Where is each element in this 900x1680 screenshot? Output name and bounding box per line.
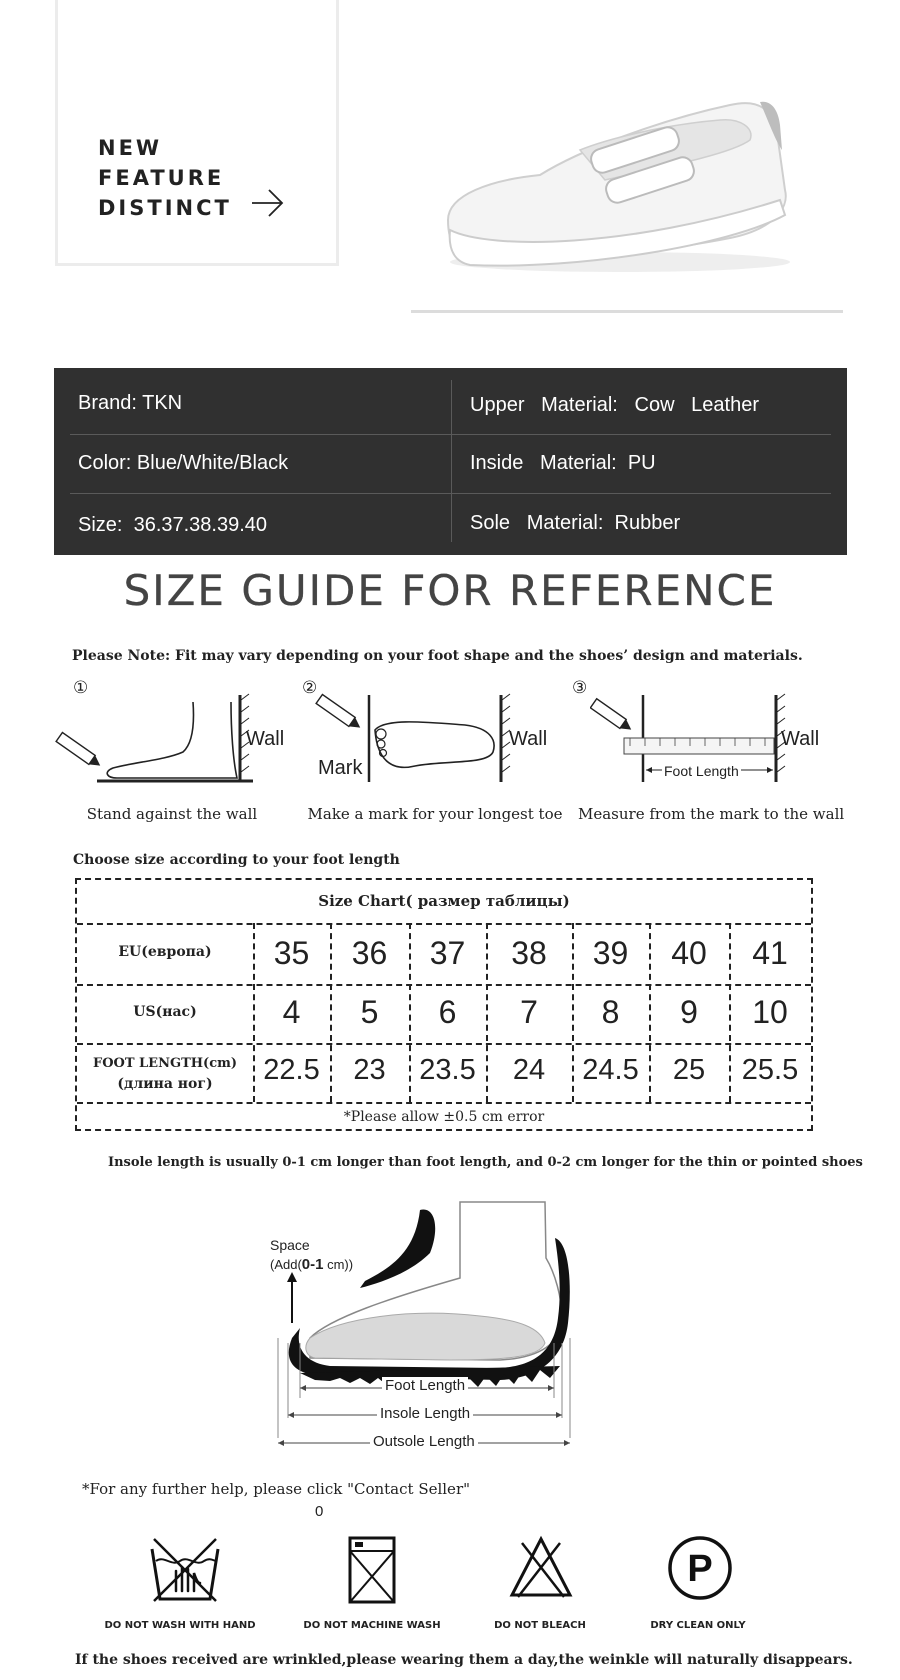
spec-brand: Brand: TKN (78, 392, 183, 414)
eu-size: 40 (671, 935, 707, 971)
add-space-label (270, 1256, 353, 1273)
outsole-length-label: Outsole Length (370, 1433, 478, 1450)
foot-against-wall-illustration (55, 690, 255, 790)
eu-size: 37 (429, 935, 466, 971)
hero-divider (411, 310, 843, 313)
us-size: 7 (520, 994, 538, 1030)
row-label-eu: EU(европа) (118, 944, 212, 960)
fit-note: Please Note: Fit may vary depending on your foot shape and the shoes’ design and materials. (72, 648, 803, 664)
step-3-caption: Measure from the mark to the wall (578, 805, 845, 823)
us-size: 6 (438, 994, 457, 1030)
spec-divider-2 (70, 493, 831, 494)
no-bleach-label: DO NOT BLEACH (494, 1620, 586, 1631)
wrinkle-note: If the shoes received are wrinkled,please wearing them a day,the weinkle will naturally disappears. (75, 1652, 853, 1668)
dry-clean-only-icon (667, 1535, 733, 1601)
foot-length-value: 23.5 (419, 1054, 476, 1086)
add-value: 0-1 (301, 1256, 324, 1273)
foot-length-value: 23 (353, 1054, 386, 1086)
no-bleach-icon (508, 1535, 574, 1601)
eu-size: 36 (351, 935, 388, 971)
foot-length-value: 25 (672, 1054, 706, 1086)
step-2-wall-label: Wall (509, 728, 548, 750)
no-hand-wash-icon (148, 1535, 222, 1605)
feature-box (55, 0, 339, 266)
foot-length-value: 22.5 (263, 1054, 320, 1086)
foot-length-value: 24.5 (582, 1054, 639, 1086)
spec-color: Color: Blue/White/Black (78, 452, 289, 474)
space-label: Space (270, 1237, 310, 1253)
feature-line-distinct: DISTINCT (98, 196, 232, 220)
insole-length-label: Insole Length (377, 1405, 473, 1422)
eu-size: 41 (752, 935, 788, 971)
spec-size: Size: 36.37.38.39.40 (78, 514, 268, 536)
spec-sole-material: Sole Material: Rubber (470, 512, 681, 534)
step-3-number: ③ (572, 678, 588, 698)
row-label-foot-length: FOOT LENGTH(cm) (92, 1056, 238, 1071)
us-size: 9 (680, 994, 698, 1030)
chart-line-h2 (77, 984, 811, 986)
foot-length-label: Foot Length (382, 1377, 468, 1394)
arrow-right-icon (251, 186, 285, 220)
step-3-wall-label: Wall (781, 728, 820, 750)
zero-text: 0 (315, 1503, 324, 1520)
no-hand-wash-label: DO NOT WASH WITH HAND (104, 1620, 256, 1631)
us-size: 5 (360, 994, 379, 1030)
eu-size: 38 (511, 935, 547, 971)
step-2-caption: Make a mark for your longest toe (307, 805, 563, 823)
spec-divider-1 (70, 434, 831, 435)
foot-length-value: 25.5 (741, 1054, 799, 1086)
eu-size: 35 (273, 935, 310, 971)
dry-clean-only-label: DRY CLEAN ONLY (650, 1620, 746, 1631)
feature-line-feature: FEATURE (98, 166, 225, 190)
us-size: 8 (601, 994, 620, 1030)
chart-line-h1 (77, 923, 811, 925)
white-sneaker-image (430, 80, 810, 280)
size-guide-title: SIZE GUIDE FOR REFERENCE (123, 566, 777, 615)
chart-line-h4 (77, 1102, 811, 1104)
foot-length-value: 24 (512, 1054, 546, 1086)
choose-size-note: Choose size according to your foot length (73, 852, 400, 868)
add-suffix: cm)) (323, 1257, 354, 1272)
step-1-number: ① (73, 678, 89, 698)
contact-seller-help-text: *For any further help, please click "Contact Seller" (82, 1480, 471, 1498)
step-3-foot-length-label: Foot Length (664, 763, 739, 779)
row-label-us: US(нас) (133, 1004, 197, 1020)
step-2-number: ② (302, 678, 318, 698)
no-machine-wash-label: DO NOT MACHINE WASH (303, 1620, 441, 1631)
spec-table (54, 368, 847, 555)
size-chart-footnote: *Please allow ±0.5 cm error (343, 1109, 545, 1125)
spec-inside-material: Inside Material: PU (470, 452, 656, 474)
spec-upper-material: Upper Material: Cow Leather (470, 394, 760, 416)
no-machine-wash-icon (347, 1535, 397, 1605)
step-1-wall-label: Wall (246, 728, 285, 750)
feature-line-new: NEW (98, 136, 163, 160)
row-label-foot-length-ru: (длина ног) (117, 1076, 213, 1092)
size-chart (75, 878, 813, 1131)
size-chart-title: Size Chart( размер таблицы) (318, 892, 570, 910)
step-2-mark-label: Mark (318, 757, 363, 779)
chart-line-h3 (77, 1043, 811, 1045)
us-size: 4 (282, 994, 301, 1030)
us-size: 10 (752, 994, 788, 1030)
svg-text:P: P (687, 1548, 713, 1590)
eu-size: 39 (592, 935, 629, 971)
step-1-caption: Stand against the wall (86, 805, 258, 823)
spec-divider-vertical (451, 380, 452, 542)
insole-note: Insole length is usually 0-1 cm longer than foot length, and 0-2 cm longer for the thin or pointed shoes (108, 1155, 863, 1170)
add-prefix: (Add( (270, 1257, 302, 1272)
